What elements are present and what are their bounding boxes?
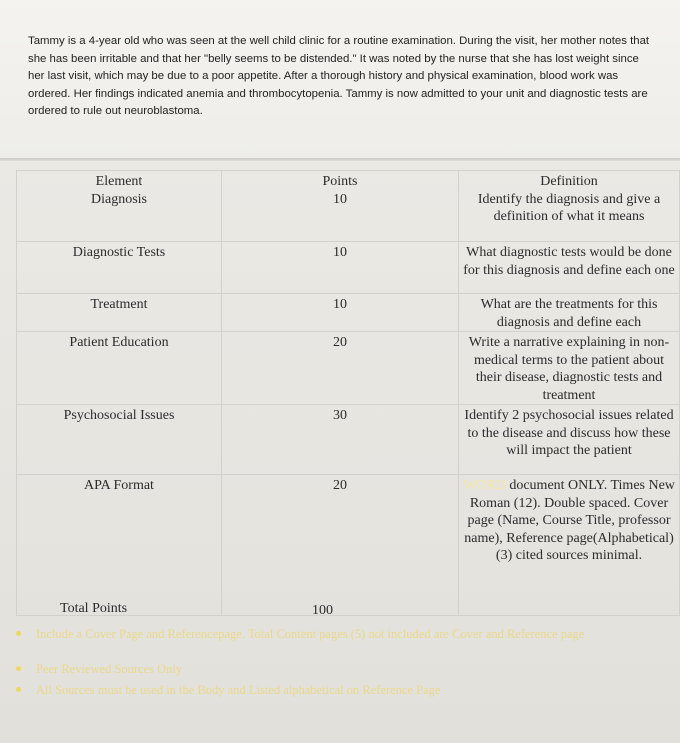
points-psychosocial: 30 bbox=[222, 405, 459, 475]
element-diagnostic-tests: Diagnostic Tests bbox=[17, 242, 222, 294]
bullet-icon bbox=[16, 631, 21, 636]
bullet-icon bbox=[16, 666, 21, 671]
points-apa-format: 20 bbox=[222, 475, 459, 616]
note-text: All Sources must be used in the Body and Listed alphabetical on Reference Page bbox=[36, 683, 441, 697]
definition-treatment: What are the treatments for this diagnosis and define each bbox=[459, 294, 680, 332]
definition-header: Definition bbox=[540, 174, 598, 189]
rubric-row-apa-format bbox=[17, 475, 680, 616]
element-header: Element bbox=[95, 174, 143, 189]
points-header: Points bbox=[322, 174, 358, 189]
note-text: Peer Reviewed Sources Only bbox=[36, 662, 183, 676]
points-patient-education: 20 bbox=[222, 332, 459, 405]
points-diagnosis: 10 bbox=[333, 191, 347, 207]
points-diagnostic-tests: 10 bbox=[222, 242, 459, 294]
assignment-notes-list bbox=[14, 626, 654, 699]
bullet-icon bbox=[16, 687, 21, 692]
definition-patient-education: Write a narrative explaining in non-medical terms to the patient about their disease, diagnostic tests and treatment bbox=[459, 332, 680, 405]
element-treatment: Treatment bbox=[17, 294, 222, 332]
grading-rubric-table bbox=[16, 170, 680, 616]
rubric-row-diagnostic-tests bbox=[17, 242, 680, 294]
element-patient-education: Patient Education bbox=[17, 332, 222, 405]
definition-diagnostic-tests: What diagnostic tests would be done for this diagnosis and define each one bbox=[459, 242, 680, 294]
total-points-value: 100 bbox=[312, 603, 333, 618]
note-item bbox=[14, 661, 654, 678]
element-psychosocial: Psychosocial Issues bbox=[17, 405, 222, 475]
element-apa-format: APA Format bbox=[17, 475, 222, 616]
word-highlight: WORD bbox=[463, 478, 506, 493]
points-cell bbox=[222, 171, 459, 242]
note-text: Include a Cover Page and Referencepage. Total Content pages (5) not included are Cover and Reference page bbox=[36, 627, 585, 641]
definition-apa-text: document ONLY. Times New Roman (12). Double spaced. Cover page (Name, Course Title, professor name), Reference page(Alphabetical) (3) cited sources minimal. bbox=[464, 478, 675, 563]
case-scenario-text: Tammy is a 4-year old who was seen at the well child clinic for a routine examination. During the visit, her mother notes that she has been irritable and that her "belly seems to be distended." It was noted by the nurse that she has lost weight since her last visit, which may be due to a poor appetite. After a thorough history and physical examination, blood work was ordered. Her findings indicated anemia and thrombocytopenia. Tammy is now admitted to your unit and diagnostic tests are ordered to rule out neuroblastoma. bbox=[28, 35, 650, 118]
definition-apa-format bbox=[459, 475, 680, 616]
definition-diagnosis: Identify the diagnosis and give a definition of what it means bbox=[477, 191, 661, 224]
element-cell bbox=[17, 171, 222, 242]
note-item bbox=[14, 682, 654, 699]
points-treatment: 10 bbox=[222, 294, 459, 332]
definition-cell bbox=[459, 171, 680, 242]
note-item bbox=[14, 626, 654, 643]
rubric-row-patient-education bbox=[17, 332, 680, 405]
element-diagnosis: Diagnosis bbox=[91, 191, 147, 207]
rubric-row-treatment bbox=[17, 294, 680, 332]
total-points-label: Total Points bbox=[60, 601, 128, 616]
rubric-row-psychosocial bbox=[17, 405, 680, 475]
rubric-row-diagnosis bbox=[17, 171, 680, 242]
definition-psychosocial: Identify 2 psychosocial issues related to the disease and discuss how these will impact the patient bbox=[459, 405, 680, 475]
